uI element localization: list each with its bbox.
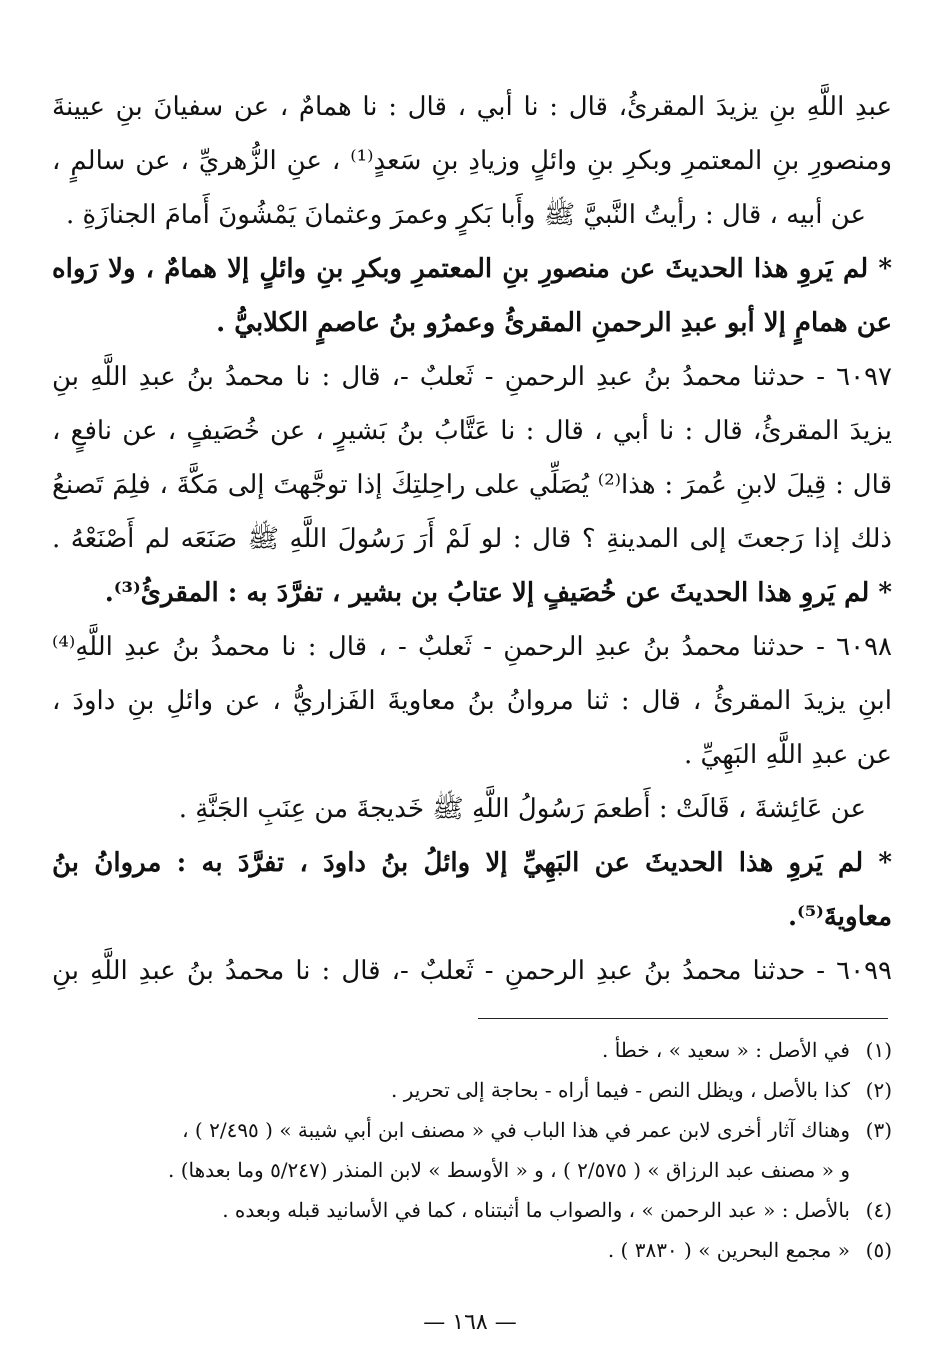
text-line: ذلك إذا رَجعتَ إلى المدينةِ ؟ قال : لو لَمْ أَرَ رَسُولَ اللَّهِ ﷺ صَنَعَه لم أَصْنَعْهُ . — [52, 524, 892, 554]
page-number: — ١٦٨ — — [423, 1310, 517, 1335]
footnote — [52, 1190, 892, 1230]
footnote-text: « مجمع البحرين » ( ٣٨٣٠ ) . — [607, 1238, 850, 1262]
commentary-line: معاويةَ⁽⁵⁾. — [787, 902, 892, 932]
footnote-number: (٤) — [865, 1198, 892, 1222]
text-line: عن أبيه ، قال : رأيتُ النَّبيَّ ﷺ وأَبا بَكرٍ وعمرَ وعثمانَ يَمْشُونَ أَمامَ الجنازَةِ . — [66, 200, 866, 230]
footnote-text: بالأصل : « عبد الرحمن » ، والصواب ما أثبتناه ، كما في الأسانيد قبله وبعده . — [222, 1198, 850, 1222]
main-text — [52, 80, 892, 998]
footnotes — [52, 1030, 892, 1270]
hadith-6097-line: ٦٠٩٧ - حدثنا محمدُ بنُ عبدِ الرحمنِ - ثَعلبٌ -، قال : نا محمدُ بنُ عبدِ اللَّهِ بنِ — [52, 362, 892, 392]
footnote-continuation — [52, 1150, 892, 1190]
text-line: عبدِ اللَّهِ بنِ يزيدَ المقرئُ، قال : نا أبي ، قال : نا همامٌ ، عن سفيانَ بنِ عيينةَ — [52, 92, 892, 122]
text-line: قال : قِيلَ لابنِ عُمرَ : هذا⁽²⁾ يُصَلِّي على راحِلتِكَ إذا توجَّهتَ إلى مَكَّةَ ، فلِمَ تَصنعُ — [52, 470, 892, 500]
footnote-text: وهناك آثار أخرى لابن عمر في هذا الباب في « مصنف ابن أبي شيبة » ( ٢/٤٩٥ ) ، — [182, 1118, 850, 1142]
commentary-line: * لم يَروِ هذا الحديثَ عن خُصَيفٍ إلا عتابُ بن بشير ، تفرَّدَ به : المقرئُ⁽³⁾. — [104, 578, 892, 608]
commentary-line: عن همامٍ إلا أبو عبدِ الرحمنِ المقرئُ وعمرُو بنُ عاصمٍ الكلابيُّ . — [216, 308, 892, 338]
text-line: ومنصورِ بنِ المعتمرِ وبكرِ بنِ وائلٍ وزيادِ بنِ سَعدٍ⁽¹⁾ ، عنِ الزُّهريِّ ، عن سالمٍ ، — [52, 146, 892, 176]
footnote-number: (١) — [865, 1038, 892, 1062]
footnote — [52, 1070, 892, 1110]
text-line: يزيدَ المقرئُ، قال : نا أبي ، قال : نا عَتَّابُ بنُ بَشيرٍ ، عن خُصَيفٍ ، عن نافعٍ ، — [52, 416, 892, 446]
footnote — [52, 1110, 892, 1150]
footnote — [52, 1030, 892, 1070]
commentary-line: * لم يَروِ هذا الحديثَ عن البَهِيِّ إلا وائلُ بنُ داودَ ، تفرَّدَ به : مروانُ بنُ — [52, 848, 892, 878]
hadith-6098-line: ٦٠٩٨ - حدثنا محمدُ بنُ عبدِ الرحمنِ - ثَعلبٌ - ، قال : نا محمدُ بنُ عبدِ اللَّهِ⁽⁴⁾ — [52, 632, 892, 662]
footnote-number: (٣) — [865, 1118, 892, 1142]
footnote-divider — [478, 1018, 888, 1019]
footnote-text: في الأصل : « سعيد » ، خطأ . — [601, 1038, 850, 1062]
footnote-text: و « مصنف عبد الرزاق » ( ٢/٥٧٥ ) ، و « الأوسط » لابن المنذر (٥/٢٤٧ وما بعدها) . — [168, 1158, 850, 1182]
text-line: ابنِ يزيدَ المقرئُ ، قال : ثنا مروانُ بنُ معاويةَ الفَزاريُّ ، عن وائلِ بنِ داودَ ، — [52, 686, 892, 716]
footnote-text: كذا بالأصل ، ويظل النص - فيما أراه - بحاجة إلى تحرير . — [391, 1078, 850, 1102]
footnote-number: (٥) — [865, 1238, 892, 1262]
text-line: عن عَائِشةَ ، قَالَتْ : أَطعمَ رَسُولُ اللَّهِ ﷺ خَديجةَ من عِنَبِ الجَنَّةِ . — [178, 794, 866, 824]
footnote-number: (٢) — [865, 1078, 892, 1102]
text-line: عن عبدِ اللَّهِ البَهِيِّ . — [684, 740, 892, 770]
commentary-line: * لم يَروِ هذا الحديثَ عن منصورِ بنِ المعتمرِ وبكرِ بنِ وائلٍ إلا همامٌ ، ولا رَواه — [52, 254, 892, 284]
footnote — [52, 1230, 892, 1270]
hadith-6099-line: ٦٠٩٩ - حدثنا محمدُ بنُ عبدِ الرحمنِ - ثَعلبٌ -، قال : نا محمدُ بنُ عبدِ اللَّهِ بنِ — [52, 956, 892, 986]
